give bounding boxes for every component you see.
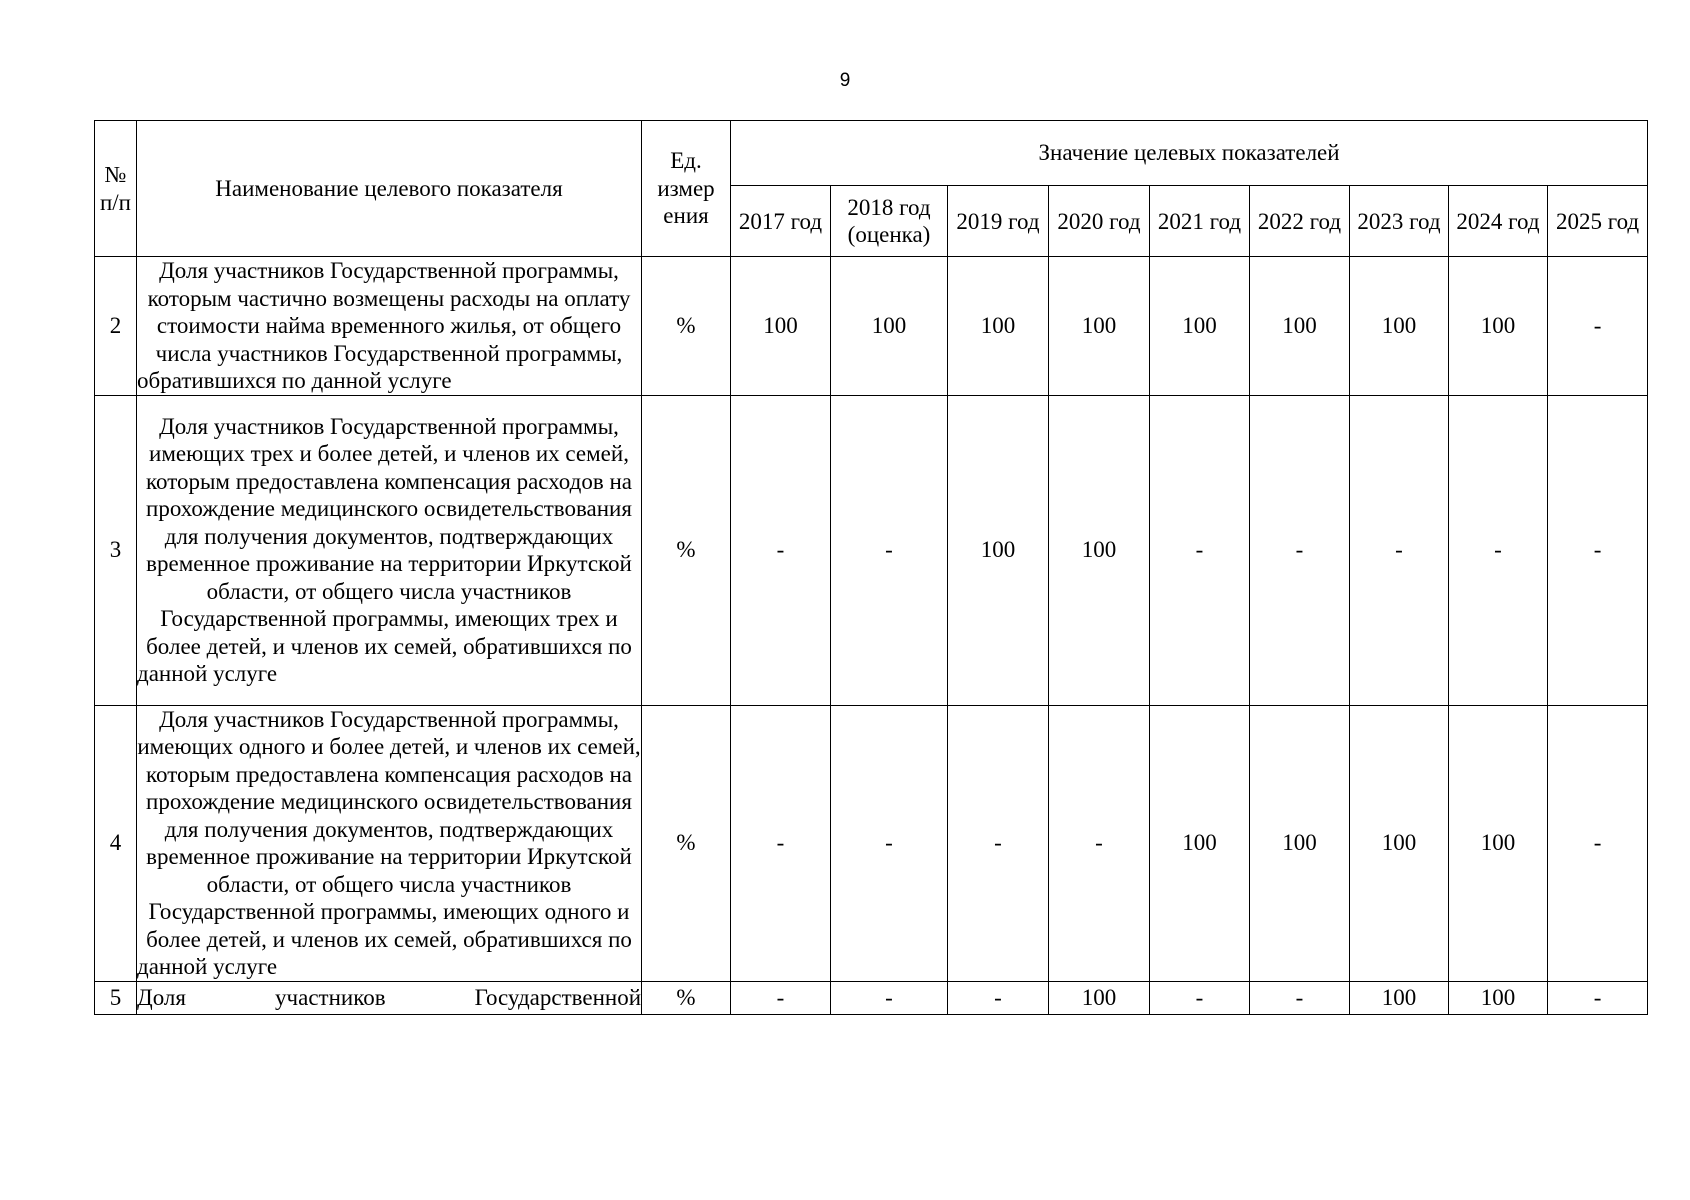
row-number: 4 <box>95 705 137 981</box>
row-number: 3 <box>95 395 137 705</box>
header-year: 2020 год <box>1049 186 1150 257</box>
value-cell: 100 <box>1150 705 1250 981</box>
unit-cell: % <box>642 981 731 1014</box>
table-body <box>95 257 1648 1015</box>
value-cell: 100 <box>1449 981 1548 1014</box>
header-year: 2017 год <box>731 186 831 257</box>
header-year: 2022 год <box>1250 186 1350 257</box>
value-cell: 100 <box>1350 257 1449 396</box>
value-cell: - <box>1250 981 1350 1014</box>
header-year: 2019 год <box>948 186 1049 257</box>
value-cell: 100 <box>948 395 1049 705</box>
value-cell: - <box>1548 981 1648 1014</box>
header-year: 2021 год <box>1150 186 1250 257</box>
page-number: 9 <box>839 70 851 91</box>
header-num: № п/п <box>95 121 137 257</box>
value-cell: - <box>1049 705 1150 981</box>
table-header <box>95 121 1648 257</box>
header-name: Наименование целевого показателя <box>137 121 642 257</box>
value-cell: 100 <box>1449 705 1548 981</box>
value-cell: 100 <box>1449 257 1548 396</box>
header-year: 2024 год <box>1449 186 1548 257</box>
header-year: 2018 год (оценка) <box>831 186 948 257</box>
value-cell: - <box>831 705 948 981</box>
value-cell: 100 <box>1350 981 1449 1014</box>
unit-cell: % <box>642 257 731 396</box>
value-cell: - <box>1548 705 1648 981</box>
value-cell: 100 <box>1049 257 1150 396</box>
value-cell: - <box>1449 395 1548 705</box>
header-values-group: Значение целевых показателей <box>731 121 1648 186</box>
value-cell: 100 <box>1150 257 1250 396</box>
value-cell: 100 <box>731 257 831 396</box>
unit-cell: % <box>642 705 731 981</box>
header-unit: Ед. измер ения <box>642 121 731 257</box>
unit-cell: % <box>642 395 731 705</box>
value-cell: 100 <box>1250 705 1350 981</box>
row-number: 5 <box>95 981 137 1014</box>
value-cell: 100 <box>1049 981 1150 1014</box>
value-cell: 100 <box>1350 705 1449 981</box>
indicator-name: Доля участников Государственной программы, имеющих трех и более детей, и членов их семей, которым предоставлена компенсация расходов на прохождение медицинского освидетельствования для получения документов, подтверждающих временное проживание на территории Иркутской области, от общего числа участников Государственной программы, имеющих трех и более детей, и членов их семей, обратившихся по данной услуге <box>137 395 642 705</box>
table-row <box>95 395 1648 705</box>
table-row <box>95 981 1648 1014</box>
value-cell: - <box>731 981 831 1014</box>
table-row <box>95 257 1648 396</box>
value-cell: 100 <box>1049 395 1150 705</box>
indicator-name: Доля участников Государственной программы, которым частично возмещены расходы на оплату стоимости найма временного жилья, от общего числа участников Государственной программы, обратившихся по данной услуге <box>137 257 642 396</box>
value-cell: - <box>1548 395 1648 705</box>
value-cell: 100 <box>948 257 1049 396</box>
header-year: 2025 год <box>1548 186 1648 257</box>
value-cell: - <box>948 981 1049 1014</box>
indicator-name: Доля участников Государственной <box>137 981 642 1014</box>
value-cell: - <box>731 705 831 981</box>
value-cell: 100 <box>831 257 948 396</box>
target-indicators-table <box>94 120 1648 1015</box>
indicator-name: Доля участников Государственной программы, имеющих одного и более детей, и членов их семей, которым предоставлена компенсация расходов на прохождение медицинского освидетельствования для получения документов, подтверждающих временное проживание на территории Иркутской области, от общего числа участников Государственной программы, имеющих одного и более детей, и членов их семей, обратившихся по данной услуге <box>137 706 641 979</box>
table-row <box>95 705 1648 981</box>
header-year: 2023 год <box>1350 186 1449 257</box>
value-cell: - <box>731 395 831 705</box>
value-cell: - <box>831 395 948 705</box>
value-cell: 100 <box>1250 257 1350 396</box>
value-cell: - <box>1350 395 1449 705</box>
value-cell: - <box>1548 257 1648 396</box>
value-cell: - <box>1150 981 1250 1014</box>
value-cell: - <box>1250 395 1350 705</box>
value-cell: - <box>831 981 948 1014</box>
row-number: 2 <box>95 257 137 396</box>
value-cell: - <box>948 705 1049 981</box>
value-cell: - <box>1150 395 1250 705</box>
